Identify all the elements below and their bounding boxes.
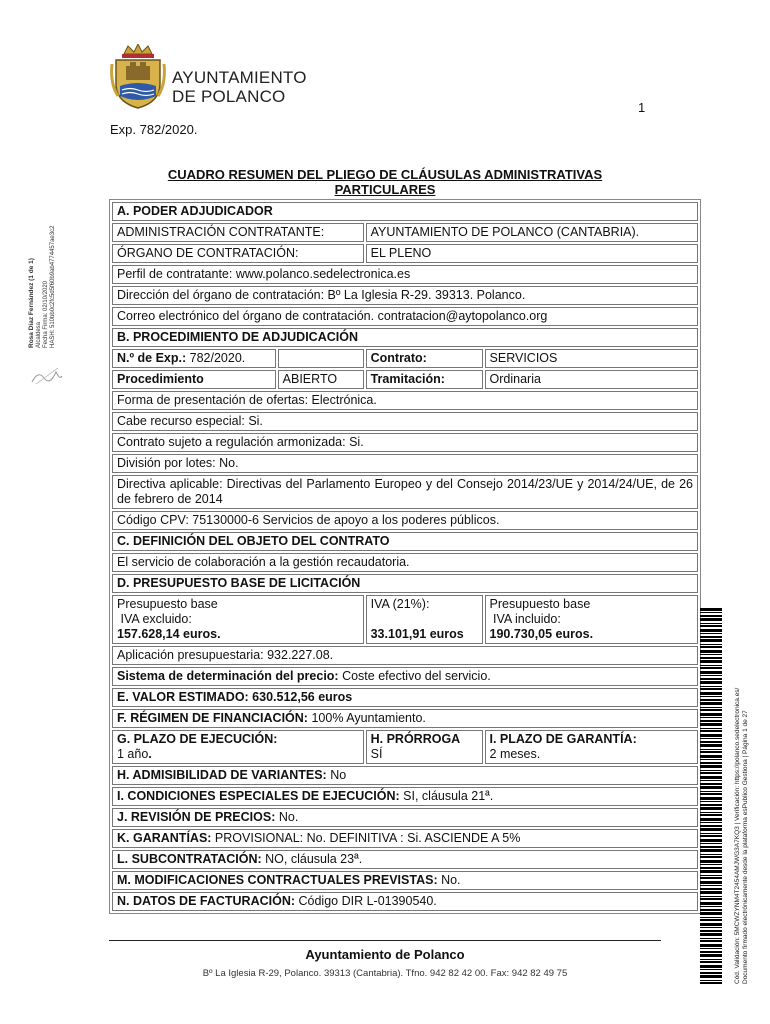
h-label: H. PRÓRROGA: [370, 732, 461, 746]
tramitacion-value: Ordinaria: [485, 370, 698, 389]
pb-incluido-label1: Presupuesto base: [489, 597, 591, 611]
section-b-heading: B. PROCEDIMIENTO DE ADJUDICACIÓN: [112, 328, 698, 347]
section-a-heading: A. PODER ADJUDICADOR: [112, 202, 698, 221]
verification-barcode: [700, 608, 720, 988]
pb-incluido-value: 190.730,05 euros.: [489, 627, 594, 641]
nexp-label: N.º de Exp.:: [117, 351, 187, 365]
document-title: CUADRO RESUMEN DEL PLIEGO DE CLÁUSULAS ADMINISTRATIVAS PARTICULARES: [167, 167, 603, 197]
sistema-row: [112, 667, 698, 686]
h2-label: H. ADMISIBILIDAD DE VARIANTES:: [117, 768, 327, 782]
f-label: F. RÉGIMEN DE FINANCIACIÓN:: [117, 711, 308, 725]
summary-table: [109, 199, 701, 914]
i-value: 2 meses.: [489, 747, 541, 761]
g-value: 1 año.: [117, 747, 152, 761]
nexp-value: 782/2020.: [186, 351, 246, 365]
coat-of-arms-logo: [110, 44, 166, 115]
verification-line2: Documento firmado electrónicamente desde la plataforma esPublico Gestiona | Página 1 de 27: [742, 710, 749, 984]
admin-value: AYUNTAMIENTO DE POLANCO (CANTABRIA).: [366, 223, 698, 242]
admin-label: ADMINISTRACIÓN CONTRATANTE:: [112, 223, 364, 242]
organo-value: EL PLENO: [366, 244, 698, 263]
barcode-icon: [700, 608, 722, 988]
condiciones-row: [112, 787, 698, 806]
j-label: J. REVISIÓN DE PRECIOS:: [117, 810, 276, 824]
j-value: No.: [275, 810, 299, 824]
direccion-row: Dirección del órgano de contratación: Bº La Iglesia R-29. 39313. Polanco.: [112, 286, 698, 305]
k-value: PROVISIONAL: No. DEFINITIVA : Si. ASCIENDE A 5%: [211, 831, 521, 845]
revision-row: [112, 808, 698, 827]
section-i-cell: [485, 730, 698, 764]
aplicacion-row: Aplicación presupuestaria: 932.227.08.: [112, 646, 698, 665]
footer-divider: [109, 940, 661, 941]
directiva-row: Directiva aplicable: Directivas del Parlamento Europeo y del Consejo 2014/23/UE y 2014/24/UE, de 26 de febrero de 2014: [112, 475, 698, 509]
org-name-line2: DE POLANCO: [172, 87, 286, 106]
section-h-cell: [366, 730, 483, 764]
iva-cell: [366, 595, 483, 644]
pb-excluido-value: 157.628,14 euros.: [117, 627, 221, 641]
facturacion-row: [112, 892, 698, 911]
section-f-row: [112, 709, 698, 728]
section-d-heading: D. PRESUPUESTO BASE DE LICITACIÓN: [112, 574, 698, 593]
section-e-row: E. VALOR ESTIMADO: 630.512,56 euros: [112, 688, 698, 707]
tramitacion-label: Tramitación:: [366, 370, 483, 389]
objeto-row: El servicio de colaboración a la gestión recaudatoria.: [112, 553, 698, 572]
modificaciones-row: [112, 871, 698, 890]
i2-value: SI, cláusula 21ª.: [399, 789, 494, 803]
f-value: 100% Ayuntamiento.: [307, 711, 426, 725]
forma-row: Forma de presentación de ofertas: Electrónica.: [112, 391, 698, 410]
section-c-heading: C. DEFINICIÓN DEL OBJETO DEL CONTRATO: [112, 532, 698, 551]
org-name-line1: AYUNTAMIENTO: [172, 68, 307, 87]
m-value: No.: [437, 873, 461, 887]
sistema-label: Sistema de determinación del precio:: [117, 669, 339, 683]
iva-value: 33.101,91 euros: [370, 627, 464, 641]
section-g-cell: [112, 730, 364, 764]
n-value: Código DIR L-01390540.: [295, 894, 437, 908]
organo-label: ÓRGANO DE CONTRATACIÓN:: [112, 244, 364, 263]
pb-excluido-label2: IVA excluido:: [117, 612, 192, 626]
subcontratacion-row: [112, 850, 698, 869]
sistema-value: Coste efectivo del servicio.: [338, 669, 491, 683]
g-value-text: 1 año: [117, 747, 149, 761]
pb-incluido-label2: IVA incluido:: [489, 612, 561, 626]
verification-line1: Cód. Validación: 5MCWZYNM4T2454AMJWG3A7KQ3 | Verificación: https://polanco.sedelectronica.es/: [734, 687, 741, 984]
variantes-row: [112, 766, 698, 785]
pb-excluido-cell: [112, 595, 364, 644]
signature-stamp: [20, 168, 72, 408]
m-label: M. MODIFICACIONES CONTRACTUALES PREVISTAS:: [117, 873, 438, 887]
signature-scribble-icon: [30, 366, 64, 386]
h-value: SÍ: [370, 747, 383, 761]
contrato-label: Contrato:: [366, 349, 483, 368]
correo-row: Correo electrónico del órgano de contratación. contratacion@aytopolanco.org: [112, 307, 698, 326]
n-label: N. DATOS DE FACTURACIÓN:: [117, 894, 296, 908]
signer-role: Alcaldesa: [36, 321, 42, 348]
perfil-row: Perfil de contratante: www.polanco.sedelectronica.es: [112, 265, 698, 284]
l-label: L. SUBCONTRATACIÓN:: [117, 852, 262, 866]
garantias-row: [112, 829, 698, 848]
empty-cell: [278, 349, 364, 368]
footer-address: Bº La Iglesia R-29, Polanco. 39313 (Cantabria). Tfno. 942 82 42 00. Fax: 942 82 49 75: [202, 968, 568, 979]
l-value: NO, cláusula 23ª.: [261, 852, 363, 866]
nexp-cell: [112, 349, 276, 368]
h2-value: No: [326, 768, 347, 782]
lotes-row: División por lotes: No.: [112, 454, 698, 473]
signer-name: Rosa Díaz Fernández (1 de 1): [28, 258, 35, 348]
org-name: [172, 68, 307, 106]
cpv-row: Código CPV: 75130000-6 Servicios de apoyo a los poderes públicos.: [112, 511, 698, 530]
i-label: I. PLAZO DE GARANTÍA:: [489, 732, 637, 746]
signature-date: Fecha Firma: 02/10/2020: [43, 280, 49, 348]
procedimiento-label: Procedimiento: [112, 370, 276, 389]
expedient-number: Exp. 782/2020.: [110, 122, 198, 137]
page-number: 1: [638, 100, 646, 115]
iva-label: IVA (21%):: [370, 597, 430, 611]
pb-excluido-label1: Presupuesto base: [117, 597, 218, 611]
contrato-value: SERVICIOS: [485, 349, 698, 368]
pb-incluido-cell: [485, 595, 698, 644]
g-label: G. PLAZO DE EJECUCIÓN:: [117, 732, 278, 746]
k-label: K. GARANTÍAS:: [117, 831, 212, 845]
regulacion-row: Contrato sujeto a regulación armonizada: Si.: [112, 433, 698, 452]
recurso-row: Cabe recurso especial: Si.: [112, 412, 698, 431]
signature-hash: HASH: 510bb0c2fc5d5f60b9ab4774457ae3c2: [50, 225, 56, 348]
procedimiento-value: ABIERTO: [278, 370, 364, 389]
i2-label: I. CONDICIONES ESPECIALES DE EJECUCIÓN:: [117, 789, 400, 803]
footer-title: Ayuntamiento de Polanco: [305, 947, 465, 962]
